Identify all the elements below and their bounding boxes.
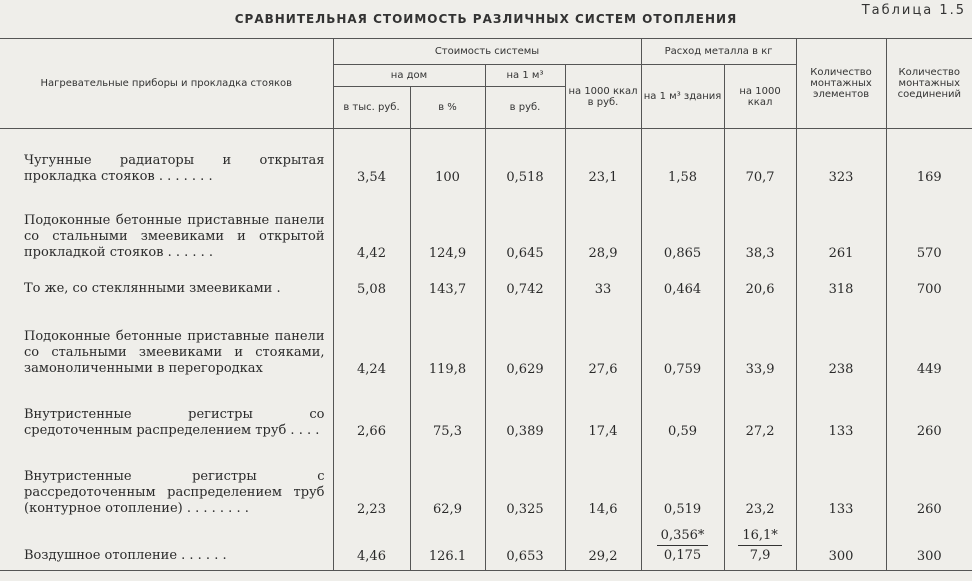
table-row [0, 303, 972, 383]
cell-percent: 119,8 [410, 303, 485, 383]
cell-joints: 449 [886, 303, 972, 383]
header-devices: Нагревательные приборы и прокладка стояков [0, 39, 333, 129]
cell-rub-m3: 0,645 [485, 191, 565, 267]
cell-metal-kcal: 38,3 [724, 191, 796, 267]
row-name: Подоконные бетонные приставные панели со стальными змеевиками и стояками, замоноличенными в перегородках [0, 303, 333, 383]
cell-thous-rub: 2,23 [333, 445, 410, 523]
cell-rub-m3: 0,742 [485, 267, 565, 303]
cell-rub-m3: 0,389 [485, 383, 565, 445]
table-row [0, 267, 972, 303]
cell-thous-rub: 3,54 [333, 129, 410, 191]
cell-thous-rub: 4,42 [333, 191, 410, 267]
cell-joints: 169 [886, 129, 972, 191]
cell-joints: 570 [886, 191, 972, 267]
header-elements: Количество монтажных элементов [796, 39, 886, 129]
table-row [0, 129, 972, 191]
cell-joints: 260 [886, 445, 972, 523]
cell-percent: 126.1 [410, 523, 485, 571]
cell-metal-m3: 0,59 [641, 383, 724, 445]
header-metal-group: Расход металла в кг [641, 39, 796, 65]
cell-thous-rub: 4,24 [333, 303, 410, 383]
table-title: СРАВНИТЕЛЬНАЯ СТОИМОСТЬ РАЗЛИЧНЫХ СИСТЕМ ОТОПЛЕНИЯ [234, 12, 738, 26]
fraction-metal-kcal [738, 528, 781, 564]
cell-metal-kcal: 20,6 [724, 267, 796, 303]
cell-rub-kcal: 29,2 [565, 523, 641, 571]
cell-rub-m3: 0,325 [485, 445, 565, 523]
table-row [0, 383, 972, 445]
table-row [0, 523, 972, 571]
cell-metal-m3: 0,865 [641, 191, 724, 267]
header-thous-rub: в тыс. руб. [333, 87, 410, 129]
cell-rub-kcal: 17,4 [565, 383, 641, 445]
cell-elements: 133 [796, 383, 886, 445]
header-rub: в руб. [485, 87, 565, 129]
cell-metal-m3 [641, 523, 724, 571]
cell-metal-kcal [724, 523, 796, 571]
cell-joints: 300 [886, 523, 972, 571]
cell-metal-kcal: 33,9 [724, 303, 796, 383]
cell-elements: 300 [796, 523, 886, 571]
row-name: То же, со стеклянными змеевиками . [0, 267, 333, 303]
header-percent: в % [410, 87, 485, 129]
cell-rub-kcal: 33 [565, 267, 641, 303]
cell-elements: 323 [796, 129, 886, 191]
cell-thous-rub: 2,66 [333, 383, 410, 445]
cell-metal-m3: 0,759 [641, 303, 724, 383]
cell-rub-kcal: 14,6 [565, 445, 641, 523]
cell-percent: 124,9 [410, 191, 485, 267]
table-row [0, 191, 972, 267]
cell-metal-kcal: 27,2 [724, 383, 796, 445]
table-row [0, 445, 972, 523]
cell-thous-rub: 4,46 [333, 523, 410, 571]
cost-comparison-table [0, 38, 972, 571]
cell-thous-rub: 5,08 [333, 267, 410, 303]
cell-percent: 62,9 [410, 445, 485, 523]
cell-joints: 260 [886, 383, 972, 445]
row-name: Подоконные бетонные приставные панели со стальными змеевиками и открытой прокладкой стояков . . . . . . [0, 191, 333, 267]
cell-percent: 100 [410, 129, 485, 191]
cell-elements: 261 [796, 191, 886, 267]
cell-metal-m3: 0,464 [641, 267, 724, 303]
row-name: Внутристенные регистры с рассредоточенным распределением труб (контурное отопление) . . . . . . . . [0, 445, 333, 523]
fraction-numerator: 16,1* [738, 528, 781, 546]
fraction-denominator: 0,175 [663, 548, 702, 563]
cell-rub-m3: 0,629 [485, 303, 565, 383]
header-metal-per-m3: на 1 м³ здания [641, 65, 724, 129]
header-per-1000kcal: на 1000 ккал в руб. [565, 65, 641, 129]
fraction-metal-m3 [657, 528, 709, 564]
row-name: Внутристенные регистры со средоточенным распределением труб . . . . [0, 383, 333, 445]
header-cost-group: Стоимость системы [333, 39, 641, 65]
fraction-denominator: 7,9 [749, 548, 771, 563]
header-per-house: на дом [333, 65, 485, 87]
cell-metal-kcal: 70,7 [724, 129, 796, 191]
cell-percent: 75,3 [410, 383, 485, 445]
fraction-numerator: 0,356* [657, 528, 709, 546]
cell-metal-m3: 1,58 [641, 129, 724, 191]
cell-joints: 700 [886, 267, 972, 303]
row-name: Чугунные радиаторы и открытая прокладка стояков . . . . . . . [0, 129, 333, 191]
cell-rub-kcal: 28,9 [565, 191, 641, 267]
header-per-m3: на 1 м³ [485, 65, 565, 87]
cell-rub-m3: 0,653 [485, 523, 565, 571]
cell-elements: 133 [796, 445, 886, 523]
cell-metal-kcal: 23,2 [724, 445, 796, 523]
cell-elements: 238 [796, 303, 886, 383]
header-joints: Количество монтажных соединений [886, 39, 972, 129]
row-name: Воздушное отопление . . . . . . [0, 523, 333, 571]
cell-rub-m3: 0,518 [485, 129, 565, 191]
cell-rub-kcal: 27,6 [565, 303, 641, 383]
cell-rub-kcal: 23,1 [565, 129, 641, 191]
header-metal-per-kcal: на 1000 ккал [724, 65, 796, 129]
cell-metal-m3: 0,519 [641, 445, 724, 523]
cell-elements: 318 [796, 267, 886, 303]
table-number: Таблица 1.5 [861, 3, 966, 18]
cell-percent: 143,7 [410, 267, 485, 303]
